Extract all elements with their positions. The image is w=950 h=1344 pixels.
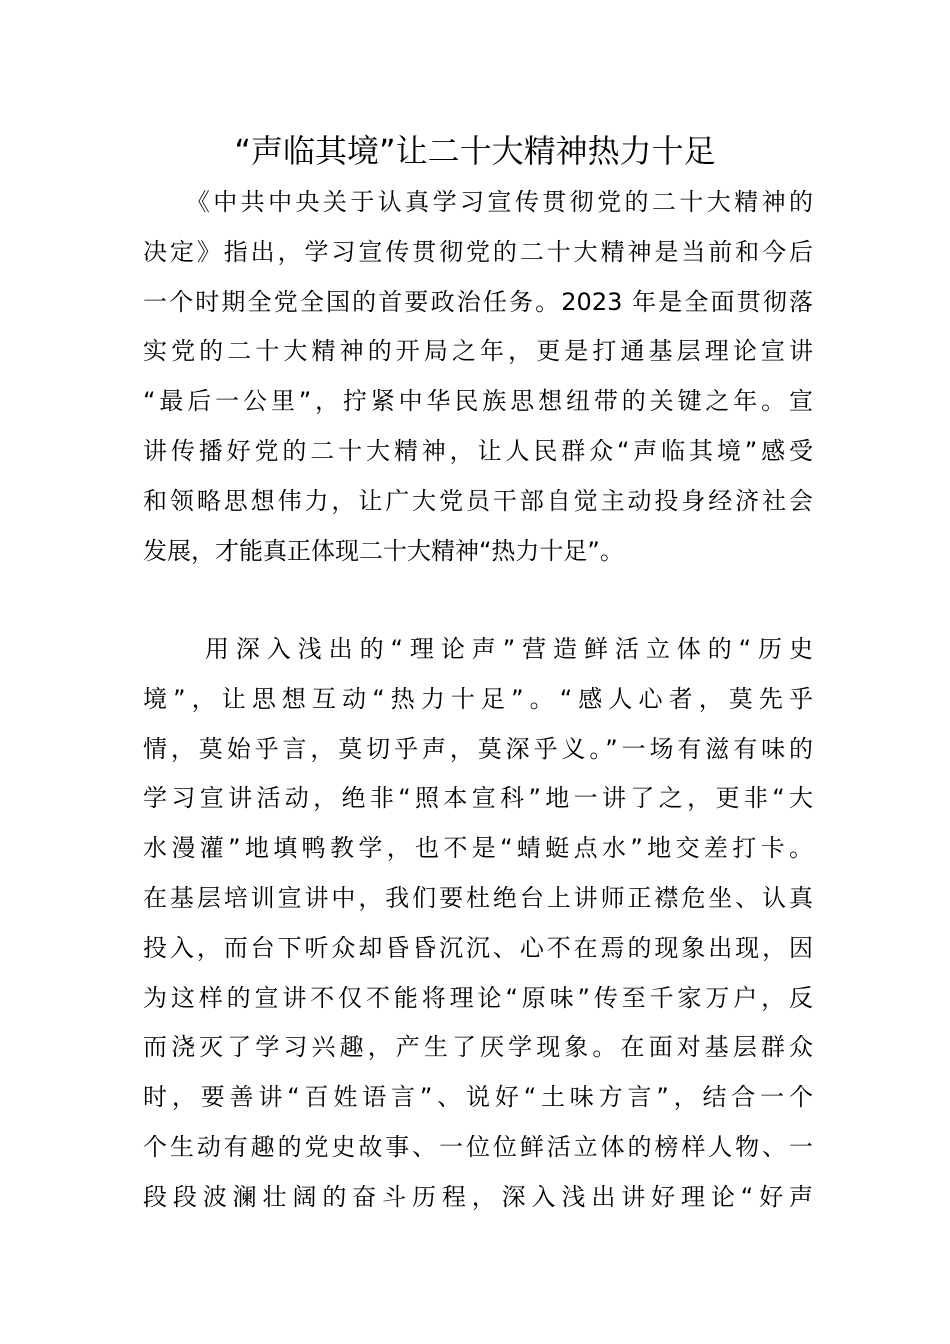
- paragraph-line: 而浇灭了学习兴趣，产生了厌学现象。在面对基层群众: [143, 1033, 813, 1062]
- paragraph-line: 一个时期全党全国的首要政治任务。2023 年是全面贯彻落: [143, 287, 813, 316]
- paragraph-line: 水漫灌”地填鸭教学，也不是“蜻蜓点水”地交差打卡。: [143, 834, 813, 863]
- paragraph-line: 发展，才能真正体现二十大精神“热力十足”。: [143, 536, 624, 565]
- paragraph-1: [143, 178, 813, 576]
- paragraph-line: 情，莫始乎言，莫切乎声，莫深乎义。”一场有滋有味的: [143, 734, 813, 763]
- paragraph-line: 为这样的宣讲不仅不能将理论“原味”传至千家万户，反: [143, 983, 813, 1012]
- paragraph-line: 实党的二十大精神的开局之年，更是打通基层理论宣讲: [143, 337, 813, 366]
- paragraph-line: 段段波澜壮阔的奋斗历程，深入浅出讲好理论“好声: [143, 1182, 813, 1211]
- paragraph-line: 投入，而台下听众却昏昏沉沉、心不在焉的现象出现，因: [143, 933, 813, 962]
- paragraph-line: 时，要善讲“百姓语言”、说好“土味方言”，结合一个: [143, 1083, 813, 1112]
- paragraph-line: 个生动有趣的党史故事、一位位鲜活立体的榜样人物、一: [143, 1132, 813, 1161]
- paragraph-line: 决定》指出，学习宣传贯彻党的二十大精神是当前和今后: [143, 237, 813, 266]
- paragraph-line: 学习宣讲活动，绝非“照本宣科”地一讲了之，更非“大: [143, 784, 813, 813]
- paragraph-2: [143, 625, 813, 1223]
- document-title: “声临其境”让二十大精神热力十足: [234, 132, 716, 170]
- paragraph-line: 境”，让思想互动“热力十足”。“感人心者，莫先乎: [143, 684, 813, 713]
- paragraph-line: 用深入浅出的“理论声”营造鲜活立体的“历史: [143, 635, 813, 663]
- paragraph-line: “最后一公里”，拧紧中华民族思想纽带的关键之年。宣: [143, 387, 813, 416]
- paragraph-line: 《中共中央关于认真学习宣传贯彻党的二十大精神的: [143, 188, 813, 216]
- paragraph-line: 和领略思想伟力，让广大党员干部自觉主动投身经济社会: [143, 486, 813, 515]
- paragraph-line: 在基层培训宣讲中，我们要杜绝台上讲师正襟危坐、认真: [143, 883, 813, 912]
- paragraph-line: 讲传播好党的二十大精神，让人民群众“声临其境”感受: [143, 436, 813, 465]
